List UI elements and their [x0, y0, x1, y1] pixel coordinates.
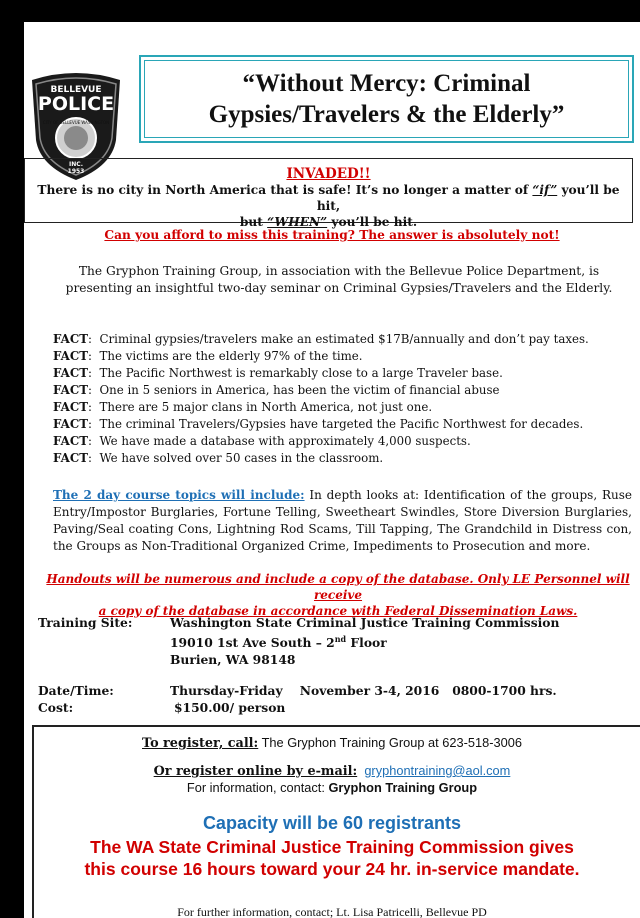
fact-label: FACT	[53, 400, 89, 414]
logo-main-text: POLICE	[37, 93, 115, 115]
invaded-heading: INVADED!!	[286, 166, 371, 182]
fact-item: FACT: The Pacific Northwest is remarkably close to a large Traveler base.	[53, 366, 503, 380]
register-email-link[interactable]: gryphontraining@aol.com	[364, 763, 511, 778]
training-site-label: Training Site:	[38, 615, 133, 630]
fact-item: FACT: One in 5 seniors in America, has been the victim of financial abuse	[53, 383, 500, 397]
fact-label: FACT	[53, 349, 89, 363]
register-online	[24, 763, 640, 779]
handouts-notice	[38, 571, 638, 619]
site-line-1: Washington State Criminal Justice Training Commission	[170, 615, 560, 630]
mandate-line-1: The WA State Criminal Justice Training Commission gives	[90, 837, 574, 857]
logo-top-text: BELLEVUE	[50, 85, 102, 95]
register-call	[24, 735, 640, 751]
register-info-contact: Gryphon Training Group	[328, 780, 478, 795]
site-line-2-a: 19010 1st Ave South – 2	[170, 635, 335, 651]
datetime-value: Thursday-Friday November 3-4, 2016 0800-1700 hrs.	[170, 683, 557, 698]
register-info	[24, 780, 640, 795]
invaded-line-2-b: you’ll be hit.	[327, 215, 418, 229]
fact-text: There are 5 major clans in North America, not just one.	[99, 400, 433, 414]
course-topics	[53, 487, 632, 555]
handouts-line-1: Handouts will be numerous and include a copy of the database. Only LE Personnel will receive	[46, 572, 630, 602]
site-line-3: Burien, WA 98148	[170, 652, 296, 668]
title-line-2: Gypsies/Travelers & the Elderly”	[208, 101, 565, 128]
cost-value: $150.00/ person	[174, 700, 286, 715]
invaded-if: “if”	[532, 183, 558, 197]
mandate-text	[24, 836, 640, 880]
handouts-line-2: a copy of the database in accordance with Federal Dissemination Laws.	[98, 604, 578, 618]
invaded-box	[24, 158, 633, 229]
fact-label: FACT	[53, 434, 89, 448]
logo-inc-text: INC.	[69, 161, 83, 168]
title	[144, 60, 629, 138]
title-box	[139, 55, 634, 143]
fact-item: FACT: The criminal Travelers/Gypsies have targeted the Pacific Northwest for decades.	[53, 417, 584, 431]
fact-text: We have solved over 50 cases in the classroom.	[99, 451, 384, 465]
further-information: For further information, contact; Lt. Lisa Patricelli, Bellevue PD	[177, 905, 487, 918]
topics-text: In depth looks at: Identification of the groups, Ruse Entry/Impostor Burglaries, Fortune Telling, Sweetheart Swindles, Store Diversion Burglaries, Paving/Seal coating Cons, Lightning Rod Scams, Till Tapping, The Grandchild in Distress con, the Groups as Non-Traditional Organized Crime, Impediments to Prosecution and more.	[53, 488, 632, 553]
register-call-text: The Gryphon Training Group at 623-518-3006	[258, 735, 522, 750]
topics-label: The 2 day course topics will include:	[53, 488, 305, 502]
fact-text: The Pacific Northwest is remarkably close to a large Traveler base.	[99, 366, 503, 380]
fact-label: FACT	[53, 417, 89, 431]
fact-label: FACT	[53, 451, 89, 465]
fact-item: FACT: We have solved over 50 cases in the classroom.	[53, 451, 384, 465]
fact-text: Criminal gypsies/travelers make an estimated $17B/annually and don’t pay taxes.	[99, 332, 589, 346]
fact-text: The criminal Travelers/Gypsies have targeted the Pacific Northwest for decades.	[99, 417, 584, 431]
invaded-line-2-a: but	[239, 215, 268, 229]
training-site-value	[170, 614, 559, 668]
fact-text: One in 5 seniors in America, has been the victim of financial abuse	[99, 383, 500, 397]
invaded-line-1-b: you’ll be hit,	[316, 183, 620, 213]
mandate-line-2: this course 16 hours toward your 24 hr. in-service mandate.	[84, 859, 580, 879]
invaded-line-1-a: There is no city in North America that is safe! It’s no longer a matter of	[37, 183, 533, 197]
register-call-label: To register, call:	[142, 736, 259, 751]
site-line-2-sup: nd	[334, 634, 347, 644]
facts-list	[53, 331, 638, 467]
logo-year-text: 1953	[67, 168, 85, 175]
flyer-page	[24, 22, 640, 918]
fact-text: We have made a database with approximately 4,000 suspects.	[99, 434, 471, 448]
site-line-2	[170, 631, 559, 651]
fact-item: FACT: Criminal gypsies/travelers make an estimated $17B/annually and don’t pay taxes.	[53, 332, 589, 346]
fact-label: FACT	[53, 383, 89, 397]
cost-label: Cost:	[38, 700, 74, 715]
fact-label: FACT	[53, 366, 89, 380]
logo-seal-text: CITY OF BELLEVUE WASHINGTON	[42, 120, 110, 125]
register-info-text: For information, contact:	[186, 780, 329, 795]
fact-item: FACT: There are 5 major clans in North America, not just one.	[53, 400, 433, 414]
title-line-1: “Without Mercy: Criminal	[242, 70, 531, 97]
invaded-line-1	[25, 182, 632, 214]
datetime-label: Date/Time:	[38, 683, 114, 698]
fact-text: The victims are the elderly 97% of the time.	[99, 349, 363, 363]
fact-label: FACT	[53, 332, 89, 346]
register-online-label: Or register online by e-mail:	[153, 764, 358, 779]
fact-item: FACT: We have made a database with approximately 4,000 suspects.	[53, 434, 471, 448]
site-line-2-b: Floor	[346, 635, 387, 651]
afford-text: Can you afford to miss this training? The answer is absolutely not!	[104, 228, 560, 242]
capacity-text: Capacity will be 60 registrants	[202, 813, 462, 833]
invaded-when: “WHEN”	[267, 215, 328, 229]
intro-paragraph: The Gryphon Training Group, in association with the Bellevue Police Department, is presenting an insightful two-day seminar on Criminal Gypsies/Travelers and the Elderly.	[65, 264, 613, 295]
fact-item: FACT: The victims are the elderly 97% of the time.	[53, 349, 363, 363]
